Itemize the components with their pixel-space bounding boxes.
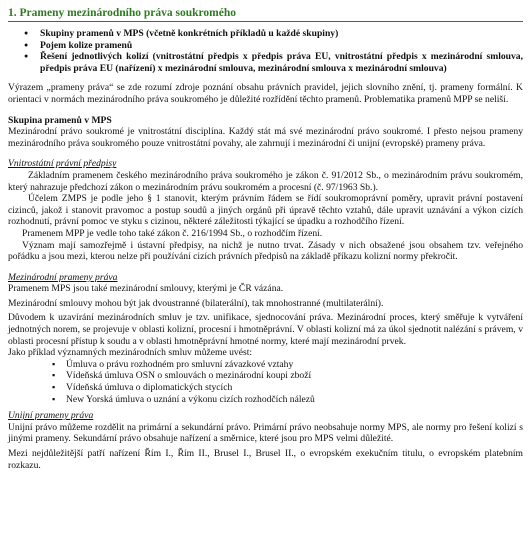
- intro-paragraph: Výrazem „prameny práva“ se zde rozumí zdroje poznání obsahu právních pravidel, jejich slovního znění, tj. prameny formální. K orientaci v normách mezinárodního práva soukromého je důležité rozřídění těchto pramenů. Problematika pramenů MPP se neliší.: [8, 82, 523, 105]
- treaty-item: ▪ Vídeňská úmluva o diplomatických stycích: [66, 382, 523, 394]
- treaty-item: ▪ New Yorská úmluva o uznání a výkonu cizích rozhodčích nálezů: [66, 394, 523, 406]
- eu-paragraph-1: Unijní právo můžeme rozdělit na primární a sekundární právo. Primární právo neobsahuje normy MPS, ale normy pro řešení kolizí s jinými prameny. Sekundární právo obsahuje nařízení a směrnice, které jsou pro MPS velmi důležité.: [8, 421, 523, 445]
- domestic-paragraph-4: Význam mají samozřejmě i ústavní předpisy, na nichž je nutno trvat. Zásady v nich obsažené jsou obsahem tzv. veřejného pořádku a jsou mezi, kterou nelze při používání cizích právních předpisů na základě příkazu kolizní normy překročit.: [8, 239, 523, 263]
- topic-item: ● Pojem kolize pramenů: [40, 40, 523, 52]
- groups-heading: Skupina pramenů v MPS: [8, 114, 112, 126]
- topic-list: [8, 28, 523, 74]
- eu-heading: Unijní prameny práva: [8, 410, 94, 422]
- eu-paragraph-2: Mezi nejdůležitější patří nařízení Řím I., Řím II., Brusel I., Brusel II., o evropském exekučním titulu, o evropském platebním rozkazu.: [8, 448, 523, 471]
- international-paragraph-1: Pramenem MPS jsou také mezinárodní smlouvy, kterými je ČR vázána.: [8, 283, 284, 295]
- international-paragraph-2: Mezinárodní smlouvy mohou být jak dvoustranné (bilaterální), tak mnohostranné (multilaterální).: [8, 297, 384, 309]
- international-heading: Mezinárodní prameny práva: [8, 271, 118, 283]
- section-title: 1. Prameny mezinárodního práva soukromého: [8, 6, 523, 22]
- international-paragraph-3: Důvodem k uzavírání mezinárodních smluv je tzv. unifikace, sjednocování práva. Mezinárodní proces, který směřuje k vytváření jednotných norem, se projevuje v oblasti kolizní, procesní i hmotněprávní. V oblasti kolizní má za úkol sjednotit nalézání s právem, v oblasti procesní přístup k soudu a v oblasti hmotněprávní hmotné normy, které mají mezinárodní prvek.: [8, 312, 523, 347]
- topic-item: ● Skupiny pramenů v MPS (včetně konkrétních příkladů u každé skupiny): [40, 28, 523, 40]
- groups-paragraph: Mezinárodní právo soukromé je vnitrostátní disciplína. Každý stát má své mezinárodní právo soukromé. I přesto nejsou prameny mezinárodního práva soukromého pouze vnitrostátní povahy, ale zahrnují i mezinárodní či unijní (evropské) prameny práva.: [8, 126, 523, 149]
- domestic-paragraph-2: Účelem ZMPS je podle jeho § 1 stanovit, kterým právním řádem se řídí soukromoprávní poměry, upravit právní postavení cizinců, jakož i stanovit pravomoc a postup soudů a jiných orgánů při úpravě těchto vztahů, dále upravit uznávání a výkon cizích rozhodnutí, právní pomoc ve styku s cizinou, některé záležitosti týkající se úpadku a rozhodčího řízení.: [8, 193, 523, 228]
- treaty-item: ▪ Vídeňská úmluva OSN o smlouvách o mezinárodní koupi zboží: [66, 370, 523, 382]
- domestic-paragraph-3: Pramenem MPP je vedle toho také zákon č. 216/1994 Sb., o rozhodčím řízení.: [22, 227, 323, 239]
- domestic-heading: Vnitrostátní právní předpisy: [8, 158, 117, 170]
- domestic-paragraph-1: Základním pramenem českého mezinárodního práva soukromého je zákon č. 91/2012 Sb., o mezinárodním právu soukromém, který nahrazuje předchozí zákon o mezinárodním právu soukromém a procesní (č. 97/1963 Sb.).: [8, 169, 523, 193]
- international-paragraph-4: Jako příklad významných mezinárodních smluv můžeme uvést:: [8, 347, 253, 359]
- treaty-item: ▪ Úmluva o právu rozhodném pro smluvní závazkové vztahy: [66, 359, 523, 371]
- topic-item: ● Řešení jednotlivých kolizí (vnitrostátní předpis x předpis práva EU, vnitrostátní předpis x mezinárodní smlouva, předpis práva EU (nařízení) x mezinárodní smlouva, mezinárodní smlouva x mezinárodní smlouva): [40, 51, 523, 74]
- treaty-list: [8, 359, 523, 405]
